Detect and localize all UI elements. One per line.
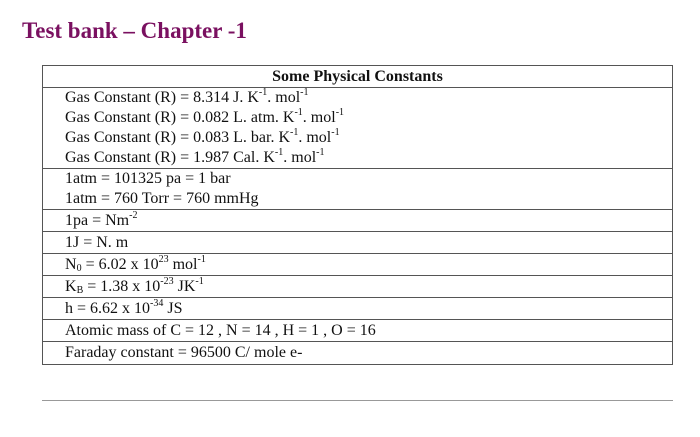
constants-table: [42, 65, 673, 365]
gas-constant-line: Gas Constant (R) = 1.987 Cal. $K^{-1}$. mol$^{-1}$: [65, 147, 325, 166]
row-joule: 1J = N. m: [43, 232, 672, 254]
gas-constant-line: Gas Constant (R) = 8.314 J. $K^{-1}$. mol$^{-1}$: [65, 87, 309, 106]
gas-constant-line: Gas Constant (R) = 0.083 L. bar. $K^{-1}$. mol$^{-1}$: [65, 127, 340, 146]
gas-constant-line: Gas Constant (R) = 0.082 L. atm. $K^{-1}$. mol$^{-1}$: [65, 107, 345, 126]
table-header: Some Physical Constants: [43, 66, 672, 88]
atm-line: 1atm = 101325 pa = 1 bar: [65, 170, 231, 187]
footer-divider: [42, 400, 673, 401]
row-faraday: Faraday constant = 96500 C/ mole e-: [65, 344, 303, 361]
atm-line: 1atm = 760 Torr = 760 mmHg: [65, 190, 259, 207]
row-avogadro: $N_0 = 6.02$ x $10^{23}$ mol$^{-1}$: [43, 254, 672, 276]
page-title: Test bank – Chapter -1: [22, 18, 247, 43]
row-boltzmann: $K_B = 1.38$ x $10^{-23}$ $JK^{-1}$: [43, 276, 672, 298]
row-gas-constants: [43, 88, 672, 169]
row-atomic-mass: Atomic mass of C = 12 , N = 14 , H = 1 , O = 16: [43, 320, 672, 342]
row-pascal: $1pa = Nm^{-2}$: [43, 210, 672, 232]
row-planck: h = 6.62 x $10^{-34}$ JS: [43, 298, 672, 320]
row-atm: [43, 169, 672, 210]
